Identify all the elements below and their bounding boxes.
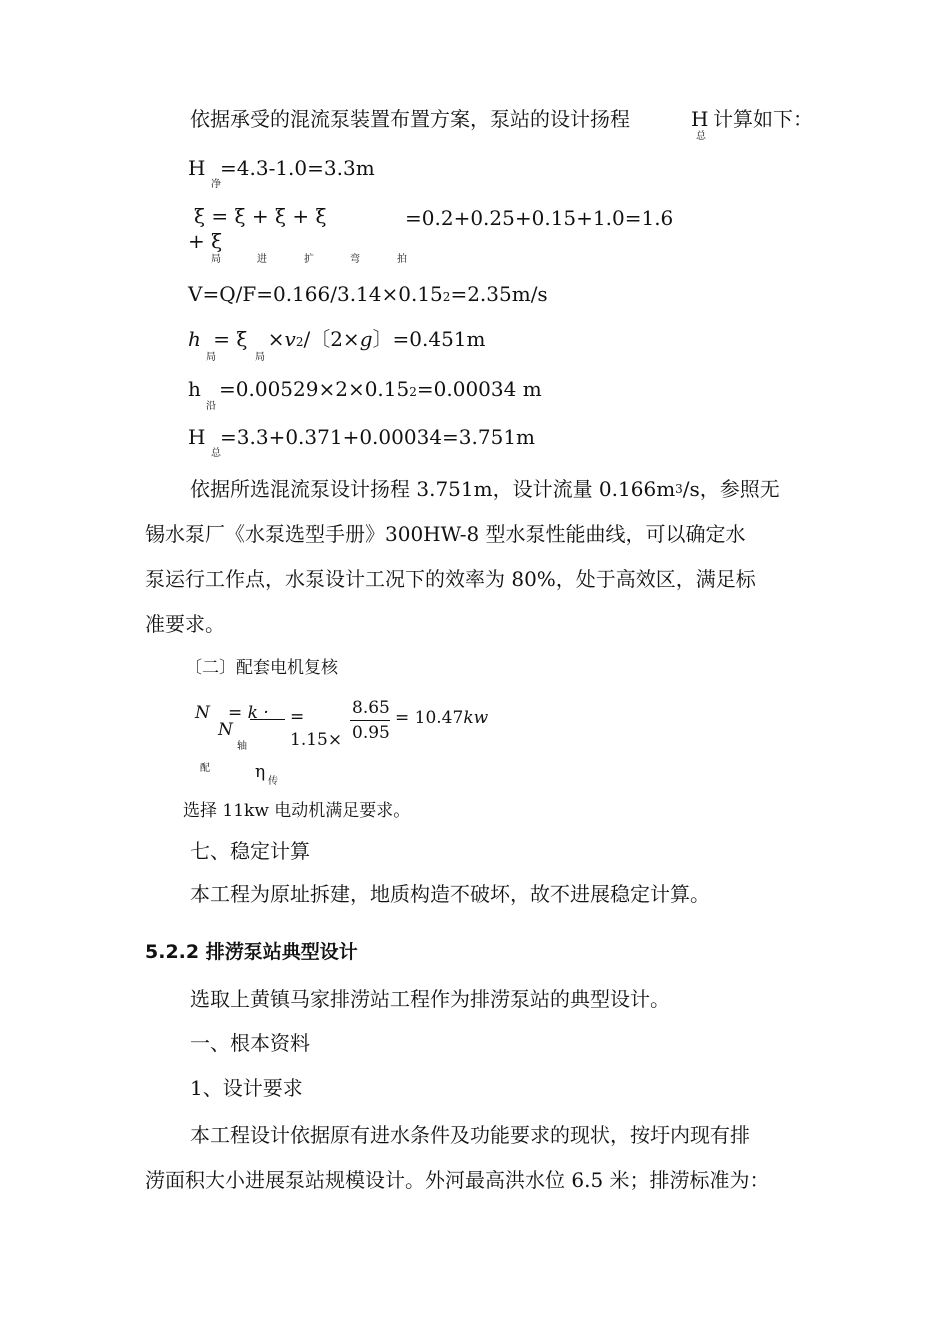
velocity-tail: =2.35m/s — [450, 282, 548, 306]
local-loss-g: g — [359, 327, 373, 351]
loss-sub-jin: 进 — [257, 254, 267, 265]
motor-result — [395, 707, 488, 729]
pump-para-line1b: /s，参照无 — [682, 477, 780, 501]
velocity-sup: 2 — [442, 290, 451, 304]
total-head-value: =3.3+0.371+0.00034=3.751m — [220, 425, 536, 449]
formula-loss-coef-line2: + ξ — [188, 229, 223, 253]
total-head-symbol: H — [188, 425, 206, 449]
section-heading: 5.2.2 排涝泵站典型设计 — [145, 941, 358, 963]
velocity-text: V=Q/F=0.166/3.14×0.15 — [188, 282, 443, 306]
pump-para-line4: 准要求。 — [145, 612, 225, 636]
motor-eq-k-text: = k · — [228, 703, 269, 723]
local-loss-sub2: 局 — [255, 352, 265, 363]
motor-eq2: = — [290, 707, 305, 727]
loss-sub-ju: 局 — [211, 254, 221, 265]
motor-choose: 选择 11kw 电动机满足要求。 — [183, 801, 411, 821]
friction-value — [219, 376, 542, 405]
formula-net-head — [188, 155, 205, 181]
friction-rhs: =0.00529×2×0.15 — [219, 377, 410, 401]
motor-sub-pei: 配 — [200, 763, 210, 774]
loss-sub-pai: 拍 — [397, 254, 407, 265]
net-head-sub: 净 — [211, 179, 221, 190]
local-loss-sup: 2 — [295, 335, 304, 349]
total-head-sub: 总 — [211, 448, 221, 459]
pump-para-line1 — [190, 476, 780, 502]
motor-section-title: 〔二〕配套电机复核 — [185, 658, 338, 678]
motor-factor: 1.15× — [290, 730, 343, 750]
local-loss-h: h — [188, 327, 201, 351]
friction-tail: =0.00034 m — [416, 377, 542, 401]
design-req-title: 1、设计要求 — [190, 1076, 303, 1100]
intro-line — [190, 106, 630, 132]
net-head-symbol: H — [188, 156, 206, 180]
motor-fraction-line — [250, 719, 285, 720]
pump-para-line3: 泵运行工作点，水泵设计工况下的效率为 80%，处于高效区，满足标 — [145, 567, 756, 591]
motor-sub-zhou: 轴 — [237, 741, 247, 752]
head-symbol — [691, 106, 708, 132]
motor-numerator: 8.65 — [352, 698, 390, 718]
local-loss-mid: /〔2× — [303, 327, 360, 351]
selection-text: 选取上黄镇马家排涝站工程作为排涝泵站的典型设计。 — [190, 987, 670, 1011]
intro-tail: 计算如下： — [713, 107, 813, 131]
formula-total-head — [188, 424, 205, 450]
design-para-line2: 涝面积大小进展泵站规模设计。外河最高洪水位 6.5 米；排涝标准为： — [145, 1168, 770, 1192]
pump-para-line2: 锡水泵厂《水泵选型手册》300HW-8 型水泵性能曲线，可以确定水 — [145, 522, 746, 546]
motor-sub-chuan: 传 — [268, 776, 278, 787]
basic-data-title: 一、根本资料 — [190, 1031, 310, 1055]
design-para-line1: 本工程设计依据原有进水条件及功能要求的现状，按圩内现有排 — [190, 1123, 750, 1147]
pump-para-line1a: 依据所选混流泵设计扬程 3.751m，设计流量 0.166m — [190, 477, 676, 501]
stability-text: 本工程为原址拆建，地质构造不破坏，故不进展稳定计算。 — [190, 882, 710, 906]
motor-result-unit: kw — [463, 708, 489, 728]
head-symbol-sub: 总 — [696, 131, 706, 142]
loss-coef-value: =0.2+0.25+0.15+1.0=1.6 — [405, 206, 674, 230]
friction-sub: 沿 — [206, 401, 216, 412]
pump-para-sup: 3 — [675, 482, 683, 496]
motor-result-value: = 10.47 — [395, 708, 464, 728]
formula-friction-loss — [188, 376, 201, 402]
stability-title: 七、稳定计算 — [190, 839, 310, 863]
formula-velocity — [188, 281, 548, 310]
motor-denominator: 0.95 — [352, 723, 390, 743]
motor-fraction-line2 — [350, 720, 390, 721]
local-loss-tail: 〕=0.451m — [372, 327, 486, 351]
local-loss-times: × — [267, 327, 285, 351]
friction-sup: 2 — [409, 385, 417, 399]
motor-eq-k — [228, 702, 269, 724]
motor-eta: η — [255, 762, 266, 782]
loss-sub-kuo: 扩 — [304, 254, 314, 265]
intro-text: 依据承受的混流泵装置布置方案，泵站的设计扬程 — [190, 107, 630, 131]
friction-symbol: h — [188, 377, 201, 401]
net-head-value: =4.3-1.0=3.3m — [220, 156, 375, 180]
local-loss-sub1: 局 — [206, 352, 216, 363]
local-loss-eq: = ξ — [213, 327, 248, 351]
motor-n-shaft: N — [218, 720, 233, 740]
head-symbol-h: H — [691, 107, 709, 131]
formula-loss-coef-line1: ξ = ξ + ξ + ξ — [194, 204, 327, 228]
loss-sub-wan: 弯 — [350, 254, 360, 265]
motor-n: N — [195, 703, 210, 723]
local-loss-v: v — [284, 327, 296, 351]
formula-local-loss — [188, 326, 486, 355]
